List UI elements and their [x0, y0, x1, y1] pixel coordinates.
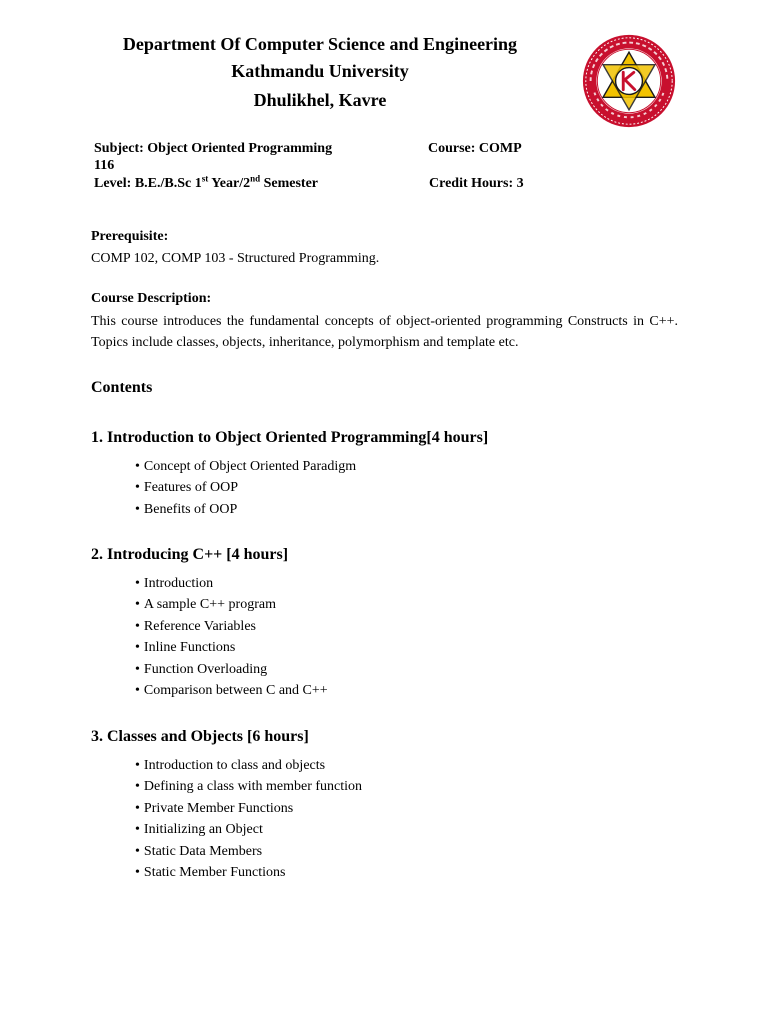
- location-title: Dhulikhel, Kavre: [253, 90, 387, 110]
- section-introducing-cpp: [91, 545, 691, 701]
- list-item: • Comparison between C and C++: [135, 680, 691, 701]
- course-description-text: This course introduces the fundamental concepts of object-oriented programming Constructs in C++. Topics include classes, objects, inheritance, polymorphism and template etc.: [91, 314, 678, 350]
- course-number: 116: [94, 158, 115, 173]
- list-item: • Benefits of OOP: [135, 499, 691, 520]
- list-item: • Static Data Members: [135, 841, 691, 862]
- prerequisite-label: Prerequisite:: [91, 229, 169, 244]
- topic-list: [91, 573, 691, 701]
- list-item: • Initializing an Object: [135, 819, 691, 840]
- department-title: Department Of Computer Science and Engineering: [122, 34, 518, 54]
- subject-line: Subject: Object Oriented Programming: [94, 141, 333, 156]
- list-item: • Reference Variables: [135, 616, 691, 637]
- list-item: • Introduction to class and objects: [135, 755, 691, 776]
- credit-hours: Credit Hours: 3: [429, 176, 524, 191]
- topic-list: [91, 755, 691, 883]
- prerequisite-text: COMP 102, COMP 103 - Structured Programming.: [91, 251, 380, 266]
- kathmandu-university-seal-icon: [581, 33, 677, 129]
- level-sup-year: st: [201, 173, 209, 184]
- contents-heading: Contents: [91, 379, 153, 396]
- list-item: • Defining a class with member function: [135, 776, 691, 797]
- level-mid: Year/2: [208, 176, 251, 191]
- list-item: • Static Member Functions: [135, 862, 691, 883]
- course-code-label: Course: COMP: [428, 141, 522, 156]
- list-item: • Function Overloading: [135, 659, 691, 680]
- section-title: 2. Introducing C++ [4 hours]: [91, 546, 289, 563]
- list-item: • Introduction: [135, 573, 691, 594]
- level-suffix: Semester: [260, 176, 319, 191]
- level-sup-semester: nd: [250, 173, 261, 184]
- topic-list: [91, 456, 691, 520]
- level-prefix: Level: B.E./B.Sc 1: [94, 176, 202, 191]
- section-classes-objects: [91, 727, 691, 883]
- list-item: • Concept of Object Oriented Paradigm: [135, 456, 691, 477]
- section-title: 1. Introduction to Object Oriented Programming[4 hours]: [91, 429, 489, 446]
- section-intro-oop: [91, 428, 691, 520]
- level-line: [94, 173, 319, 192]
- list-item: • Private Member Functions: [135, 798, 691, 819]
- university-title: Kathmandu University: [231, 61, 409, 81]
- section-title: 3. Classes and Objects [6 hours]: [91, 728, 309, 745]
- list-item: • Inline Functions: [135, 637, 691, 658]
- list-item: • A sample C++ program: [135, 594, 691, 615]
- course-description-label: Course Description:: [91, 291, 212, 306]
- list-item: • Features of OOP: [135, 477, 691, 498]
